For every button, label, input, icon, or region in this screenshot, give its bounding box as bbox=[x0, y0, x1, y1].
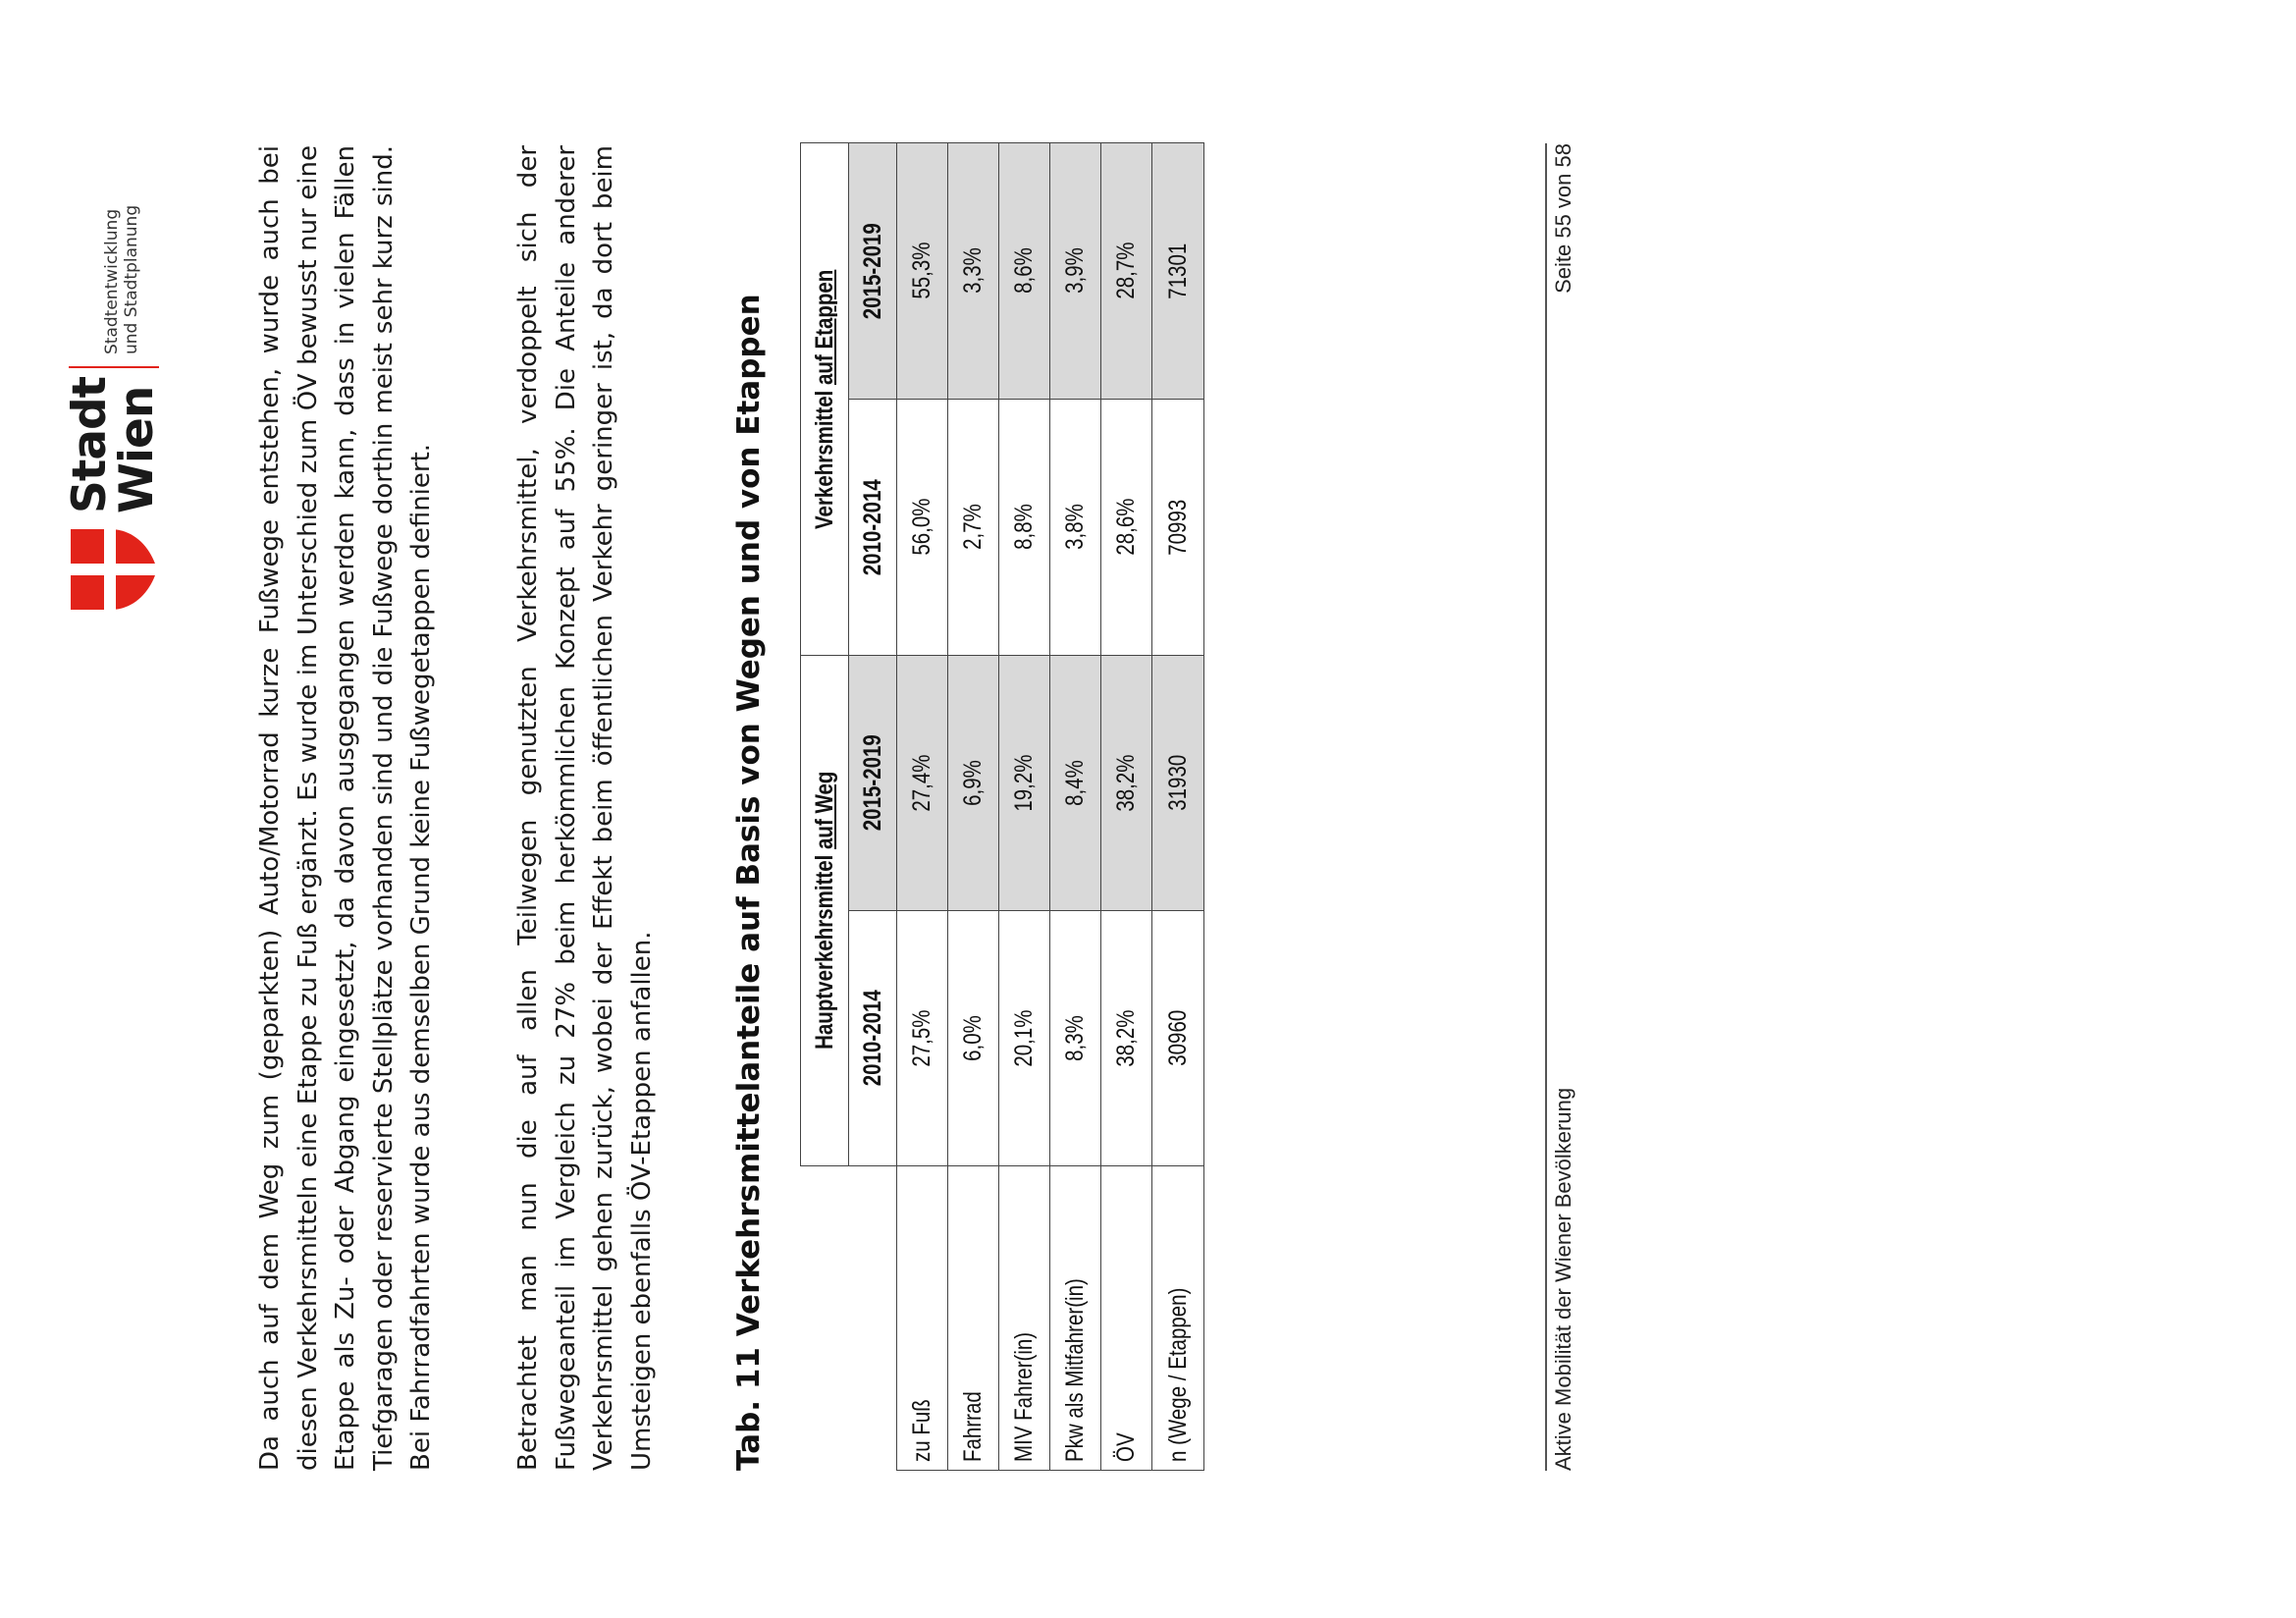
row-label: Fahrrad bbox=[948, 1166, 999, 1471]
logo-divider bbox=[69, 366, 159, 368]
table-cell: 56,0% bbox=[897, 400, 948, 656]
group-header-weg bbox=[801, 656, 849, 1166]
year-header: 2015-2019 bbox=[849, 143, 897, 400]
table-cell: 3,3% bbox=[948, 143, 999, 400]
table-cell: 20,1% bbox=[999, 911, 1050, 1166]
table-row bbox=[999, 143, 1050, 1471]
table-cell: 71301 bbox=[1152, 143, 1204, 400]
table-cell: 6,0% bbox=[948, 911, 999, 1166]
table-cell: 70993 bbox=[1152, 400, 1204, 656]
table-cell: 8,4% bbox=[1050, 656, 1101, 911]
table-cell: 31930 bbox=[1152, 656, 1204, 911]
table-cell: 38,2% bbox=[1101, 656, 1152, 911]
logo-wordmark bbox=[63, 376, 164, 513]
table-cell: 8,3% bbox=[1050, 911, 1101, 1166]
year-header: 2010-2014 bbox=[849, 911, 897, 1166]
stadt-wien-logo bbox=[63, 62, 167, 612]
table-cell: 55,3% bbox=[897, 143, 948, 400]
logo-line-stadt: Stadt bbox=[63, 376, 117, 513]
table-cell: 8,6% bbox=[999, 143, 1050, 400]
group-header-weg-prefix: Hauptverkehrsmittel bbox=[810, 849, 838, 1051]
table-row bbox=[1101, 143, 1152, 1471]
table-cell: 8,8% bbox=[999, 400, 1050, 656]
table-caption: Tab. 11 Verkehrsmittelanteile auf Basis von Wegen und von Etappen bbox=[731, 294, 767, 1471]
table-cell: 27,4% bbox=[897, 656, 948, 911]
table-cell: 6,9% bbox=[948, 656, 999, 911]
table-cell: 3,8% bbox=[1050, 400, 1101, 656]
footer-page-number: Seite 55 von 58 bbox=[1551, 143, 1575, 294]
body-paragraph-2: Betrachtet man nun die auf allen Teilwegen genutzten Verkehrsmittel, verdoppelt sich der Fußwegeanteil im Vergleich zu 27% beim herkömmlichen Konzept auf 55%. Die Anteile anderer Verkehrsmittel gehen zurück, wobei der Effekt beim öffentlichen Verkehr geringer ist, da dort beim Umsteigen ebenfalls ÖV-Etappen anfallen. bbox=[513, 145, 657, 1471]
table-row bbox=[1152, 143, 1204, 1471]
table-cell: 30960 bbox=[1152, 911, 1204, 1166]
group-header-etappen-prefix: Verkehrsmittel bbox=[810, 384, 838, 529]
vienna-shield-icon bbox=[69, 527, 159, 612]
group-header-etappen bbox=[801, 143, 849, 656]
group-header-etappen-underlined: auf Etappen bbox=[810, 269, 838, 385]
year-header: 2015-2019 bbox=[849, 656, 897, 911]
row-label: MIV Fahrer(in) bbox=[999, 1166, 1050, 1471]
table-cell: 3,9% bbox=[1050, 143, 1101, 400]
dept-line-2: und Stadtplanung bbox=[122, 204, 141, 354]
table-cell: 38,2% bbox=[1101, 911, 1152, 1166]
row-label: ÖV bbox=[1101, 1166, 1152, 1471]
table-corner-cell bbox=[801, 1166, 897, 1471]
table-cell: 28,6% bbox=[1101, 400, 1152, 656]
mode-share-table bbox=[800, 142, 1204, 1471]
group-header-weg-underlined: auf Weg bbox=[810, 771, 838, 850]
footer-document-title: Aktive Mobilität der Wiener Bevölkerung bbox=[1551, 1087, 1575, 1471]
table-cell: 19,2% bbox=[999, 656, 1050, 911]
logo-department bbox=[102, 205, 141, 354]
table-group-header-row bbox=[801, 143, 849, 1471]
dept-line-1: Stadtentwicklung bbox=[102, 208, 122, 354]
footer-rule bbox=[1545, 143, 1547, 1471]
year-header: 2010-2014 bbox=[849, 400, 897, 656]
body-paragraph-1: Da auch auf dem Weg zum (geparkten) Auto/Motorrad kurze Fußwege entstehen, wurde auch bei diesen Verkehrsmitteln eine Etappe zu Fuß ergänzt. Es wurde im Unterschied zum ÖV bewusst nur eine Etappe als Zu- oder Abgang eingesetzt, da davon ausgegangen werden kann, dass in vielen Fällen Tiefgaragen oder reservierte Stellplätze vorhanden sind und die Fußwege dorthin meist sehr kurz sind. Bei Fahrradfahrten wurde aus demselben Grund keine Fußwegetappen definiert. bbox=[255, 145, 436, 1471]
table-cell: 2,7% bbox=[948, 400, 999, 656]
table-cell: 28,7% bbox=[1101, 143, 1152, 400]
logo-line-wien: Wien bbox=[110, 386, 164, 513]
table-row bbox=[1050, 143, 1101, 1471]
table-cell: 27,5% bbox=[897, 911, 948, 1166]
row-label: zu Fuß bbox=[897, 1166, 948, 1471]
row-label: n (Wege / Etappen) bbox=[1152, 1166, 1204, 1471]
table-row bbox=[948, 143, 999, 1471]
row-label: Pkw als Mitfahrer(in) bbox=[1050, 1166, 1101, 1471]
table-row bbox=[897, 143, 948, 1471]
